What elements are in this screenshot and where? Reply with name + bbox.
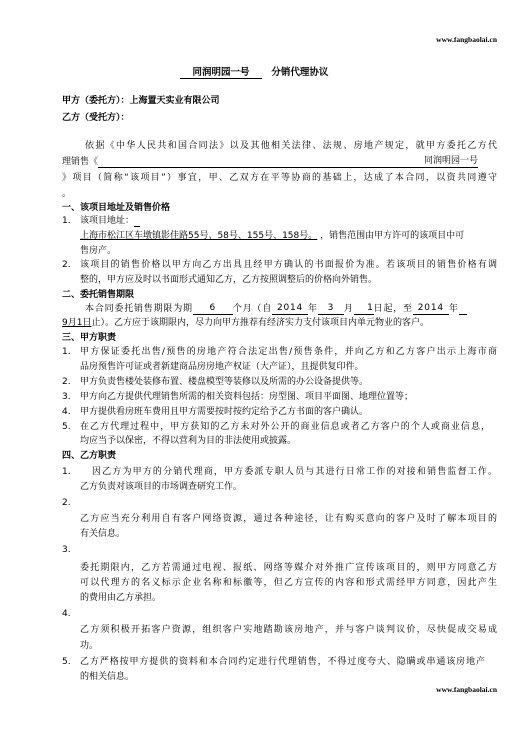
month-label: 月 [343, 304, 354, 314]
preamble-line: 依据《中华人民共和国合同法》以及其他相关法律、法规、房地产规定，就甲方委托乙方代 [85, 141, 497, 151]
item-line: 可以代理方的名义标示企业名称和标徽等，但乙方宣传的内容和形式需经甲方同意，因此产生 [80, 578, 497, 588]
address-label-blank [134, 215, 140, 227]
preamble-line: 。 [62, 189, 72, 199]
item-number: 4. [62, 407, 71, 417]
item-line: 的相关信息。 [80, 672, 135, 682]
item-line: 因乙方为甲方的分销代理商，甲方委派专职人员与其进行日常工作的对接和销售监督工作。 [92, 467, 497, 477]
item-line: 委托期限内，乙方若需通过电视、报纸、网络等媒介对外推广宣传该项目的，则甲方同意乙方 [80, 563, 497, 573]
item-line: 均应当予以保密，不得以营利为目的非法使用或披露。 [80, 436, 297, 446]
end-date: 9月1日 [62, 318, 92, 328]
party-a-name: 上海置天实业有限公司 [129, 96, 220, 106]
preamble-prefix: 理销售《 [62, 157, 99, 167]
section-heading: 二、委托销售期限 [62, 290, 135, 300]
item-line: 乙方负责对该项目的市场调查研究工作。 [80, 482, 243, 492]
address-line [80, 230, 464, 242]
year-label: 年 [308, 304, 318, 314]
end-year-label: 年 [448, 304, 459, 314]
party-a [62, 95, 220, 107]
item-number: 1. [62, 347, 71, 357]
item-line: 售房产。 [80, 246, 117, 256]
party-a-label: 甲方（委托方）： [62, 96, 130, 106]
item-line: 整的，甲方应及时以书面形式通知乙方，乙方按照调整后的价格向外销售。 [80, 275, 378, 285]
item-number: 1. [62, 467, 71, 477]
section-heading: 一、该项目地址及销售价格 [62, 203, 171, 213]
item-line: 品房预售许可证或者新建商品房房地产权证（大产证），且提供复印件。 [80, 362, 364, 372]
start-day-suffix: 日起，至 [373, 304, 413, 314]
item-number: 1. [62, 216, 71, 226]
title-project-name: 同润明园一号 [180, 67, 262, 79]
item-number: 2. [62, 377, 71, 387]
item-line: 功。 [80, 641, 99, 651]
term-rest: 止）。乙方应于该期限内，尽力向甲方推荐有经济实力支付该项目内单元物业的客户。 [91, 318, 429, 328]
item-number: 2. [62, 498, 71, 508]
item-number: 5. [62, 422, 71, 432]
document-title [180, 67, 328, 79]
item-line: 甲方提供看房班车费用且甲方需要按时按约定给予乙方书面的客户确认。 [80, 407, 369, 417]
item-number: 2. [62, 260, 71, 270]
item-line: 乙方应当充分利用自有客户网络资源，通过各种途径，让有购买意向的客户及时了解本项目的 [80, 514, 497, 524]
item-number: 3. [62, 392, 71, 402]
item-line: 甲方负责售楼处装修布置、楼盘模型等装修以及所需的办公设备提供等。 [80, 377, 369, 387]
project-address: 上海市松江区车墩镇影佳路55号、58号、155号、158号。 [80, 231, 318, 241]
header-url: www.fangbaolai.cn [436, 35, 497, 44]
item-line: 乙方须积极开拓客户资源，组织客户实地踏勘该房地产，并与客户谈判议价，尽快促成交易成 [80, 625, 497, 635]
term-unit: 个月（自 [232, 304, 273, 314]
term-months: 6 [193, 303, 233, 315]
item-line: 在乙方代理过程中，甲方获知的乙方未对外公开的商业信息或者乙方客户的个人或商业信息， [80, 422, 490, 432]
item-line: 的费用由乙方承担。 [80, 593, 162, 603]
address-label-text: 该项目地址： [80, 216, 135, 226]
item-line: 甲方保证委托出售/预售的房地产符合法定出售/预售条件，并向乙方和乙方客户出示上海市商 [80, 347, 497, 357]
title-text: 分销代理协议 [271, 67, 329, 78]
end-date-blank [459, 303, 467, 315]
item-line: 甲方向乙方提供代理销售所需的相关资料包括：房型图、项目平面图、地理位置等； [80, 392, 414, 402]
item-line: 该项目的销售价格以甲方向乙方出具且经甲方确认的书面报价为准。若该项目的销售价格有调 [80, 260, 497, 270]
start-month: 3 [318, 303, 344, 315]
term-prefix: 本合同委托销售期限为期 [85, 304, 193, 314]
section-heading: 三、甲方职责 [62, 333, 117, 343]
item-line: 有关信息。 [80, 529, 126, 539]
start-day: 1 [354, 303, 374, 315]
term-line [85, 303, 467, 315]
end-year: 2014 [413, 303, 449, 315]
item-line: 乙方严格按甲方提供的资料和本合同约定进行代理销售，不得过度夸大、隐瞒或串通该房地产 [80, 657, 485, 667]
item-number: 4. [62, 609, 71, 619]
item-number: 3. [62, 545, 71, 555]
preamble-line: 》项目（简称“该项目”）事宜，甲、乙双方在平等协商的基础上，达成了本合同，以资共同遵守 [62, 173, 497, 183]
term-line [62, 317, 429, 329]
party-b-label: 乙方（受托方）： [62, 113, 130, 123]
section-heading: 四、乙方职责 [62, 451, 117, 461]
preamble-project-name: 同润明园一号 [98, 156, 478, 168]
footer-url: www.fangbaolai.cn [436, 685, 497, 694]
preamble-line [62, 156, 478, 168]
start-year: 2014 [272, 303, 308, 315]
address-rest: ，销售范围由甲方许可的该项目中可 [317, 231, 465, 241]
item-number: 5. [62, 657, 71, 667]
address-label [80, 215, 140, 227]
